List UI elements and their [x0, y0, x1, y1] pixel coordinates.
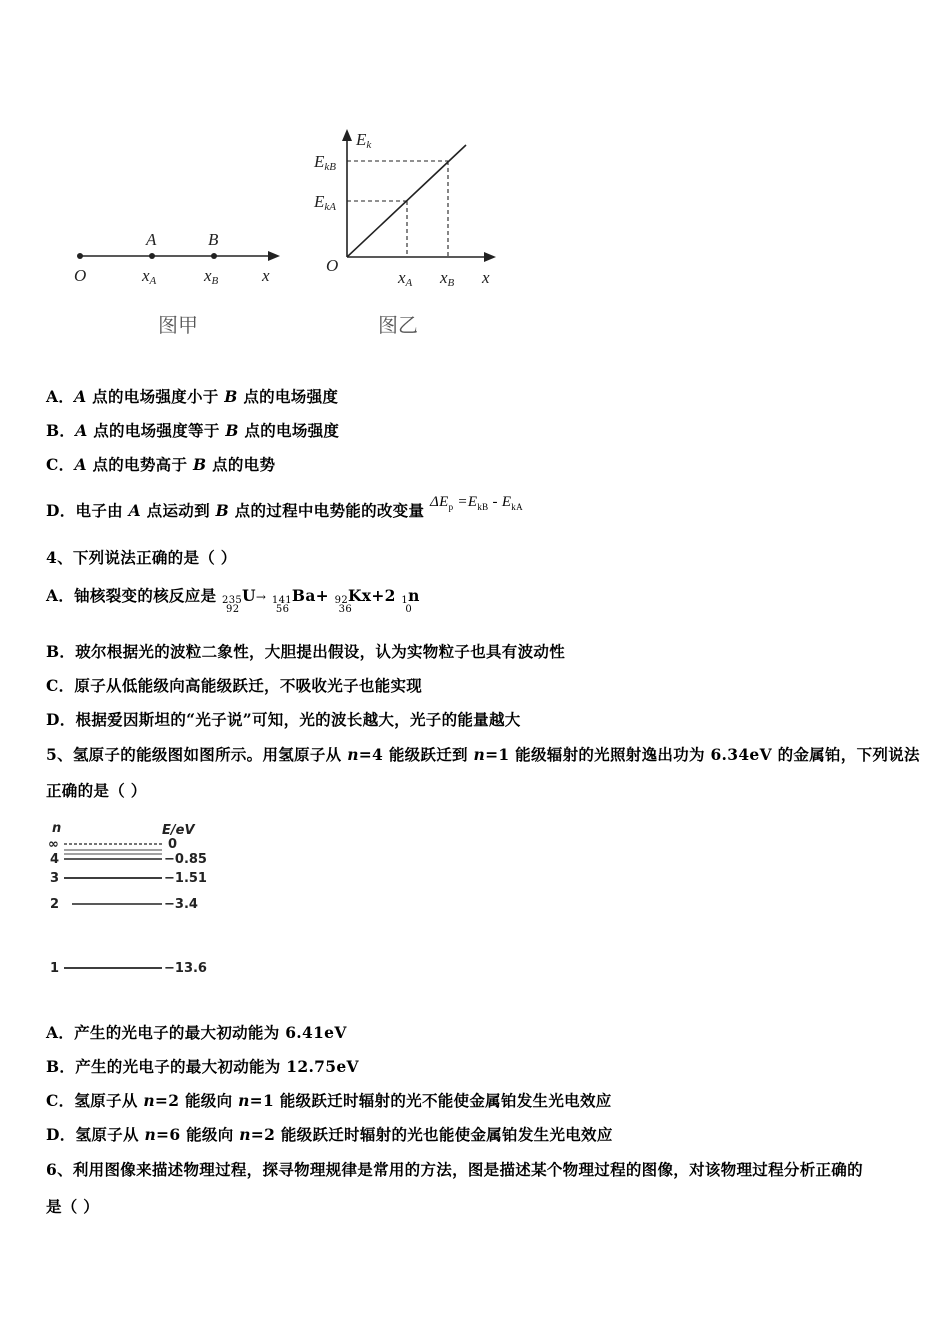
- point-b: [211, 253, 217, 259]
- label-x: x: [482, 268, 490, 287]
- nuclide-n: 1n 0: [401, 586, 420, 615]
- label-ekb: EkB: [314, 152, 336, 173]
- q5-stem: 5、氢原子的能级图如图所示。用氢原子从 n=4 能级跃迁到 n=1 能级辐射的光照射逸出功为 6.34eV 的金属铂，下列说法: [46, 745, 920, 764]
- label-xa: xA: [142, 266, 157, 287]
- label-xb: xB: [204, 266, 219, 287]
- q5-option-b: B．产生的光电子的最大初动能为 12.75eV: [46, 1057, 359, 1076]
- figure-jia-caption: 图甲: [158, 313, 198, 337]
- label-xa: xA: [398, 268, 413, 289]
- label-xb: xB: [440, 268, 455, 289]
- figure-yi: [310, 125, 510, 295]
- level-4-n: 4: [50, 852, 60, 867]
- q4-stem: 4、下列说法正确的是（ ）: [46, 548, 237, 567]
- level-2-e: −3.4: [164, 897, 198, 912]
- energy-level-diagram: [44, 818, 224, 983]
- q6-stem-line2: 是（ ）: [46, 1197, 100, 1216]
- figure-jia: [70, 225, 290, 300]
- label-a: A: [146, 230, 157, 249]
- e-header: E/eV: [162, 823, 195, 838]
- q4-option-b: B．玻尔根据光的波粒二象性，大胆提出假设，认为实物粒子也具有波动性: [46, 642, 566, 661]
- origin-point: [77, 253, 83, 259]
- q6-stem: 6、利用图像来描述物理过程，探寻物理规律是常用的方法，图是描述某个物理过程的图像，对该物理过程分析正确的: [46, 1160, 863, 1179]
- q5-option-d: D．氢原子从 n=6 能级向 n=2 能级跃迁时辐射的光也能使金属铂发生光电效应: [46, 1125, 613, 1144]
- q3-option-b: B．A 点的电场强度等于 B 点的电场强度: [46, 421, 340, 440]
- q5-option-c: C．氢原子从 n=2 能级向 n=1 能级跃迁时辐射的光不能使金属铂发生光电效应: [46, 1091, 612, 1110]
- q3-option-a: A．A 点的电场强度小于 B 点的电场强度: [46, 387, 339, 406]
- q5-stem-line2: 正确的是（ ）: [46, 781, 147, 800]
- level-inf-e: 0: [168, 837, 178, 852]
- level-4-e: −0.85: [164, 852, 207, 867]
- label-origin: O: [74, 266, 87, 285]
- label-ek: Ek: [356, 130, 372, 151]
- x-axis-arrow-icon: [268, 251, 280, 261]
- point-a: [149, 253, 155, 259]
- q3-option-d: D．电子由 A 点运动到 B 点的过程中电势能的改变量 $\Delta E_p =E_{kB} - E_{kA}$: [46, 494, 523, 520]
- label-origin: O: [326, 256, 339, 275]
- label-b: B: [208, 230, 219, 249]
- q4-option-c: C．原子从低能级向高能级跃迁，不吸收光子也能实现: [46, 676, 423, 695]
- q3-option-c: C．A 点的电势高于 B 点的电势: [46, 455, 276, 474]
- figure-yi-caption: 图乙: [378, 313, 418, 337]
- level-3-e: −1.51: [164, 871, 207, 886]
- q4-option-a: A．铀核裂变的核反应是 235U 92 → 141Ba+ 56 92Kx+2 36 1n 0: [46, 586, 420, 615]
- level-1-n: 1: [50, 961, 60, 976]
- q4-option-d: D．根据爱因斯坦的“光子说”可知，光的波长越大，光子的能量越大: [46, 710, 521, 729]
- level-1-e: −13.6: [164, 961, 207, 976]
- label-x: x: [262, 266, 270, 285]
- n-header: n: [52, 821, 62, 836]
- level-2-n: 2: [50, 897, 60, 912]
- level-3-n: 3: [50, 871, 60, 886]
- level-inf-n: ∞: [48, 837, 59, 852]
- nuclide-ba: 141Ba+ 56: [271, 586, 329, 615]
- nuclide-u: 235U 92: [222, 586, 256, 615]
- x-axis-arrow-icon: [484, 252, 496, 262]
- y-axis-arrow-icon: [342, 129, 352, 141]
- label-eka: EkA: [314, 192, 336, 213]
- q5-option-a: A．产生的光电子的最大初动能为 6.41eV: [46, 1023, 347, 1042]
- nuclide-kr: 92Kx+2 36: [334, 586, 396, 615]
- energy-change-formula: $\Delta E_p =E_{kB} - E_{kA}$: [429, 494, 523, 512]
